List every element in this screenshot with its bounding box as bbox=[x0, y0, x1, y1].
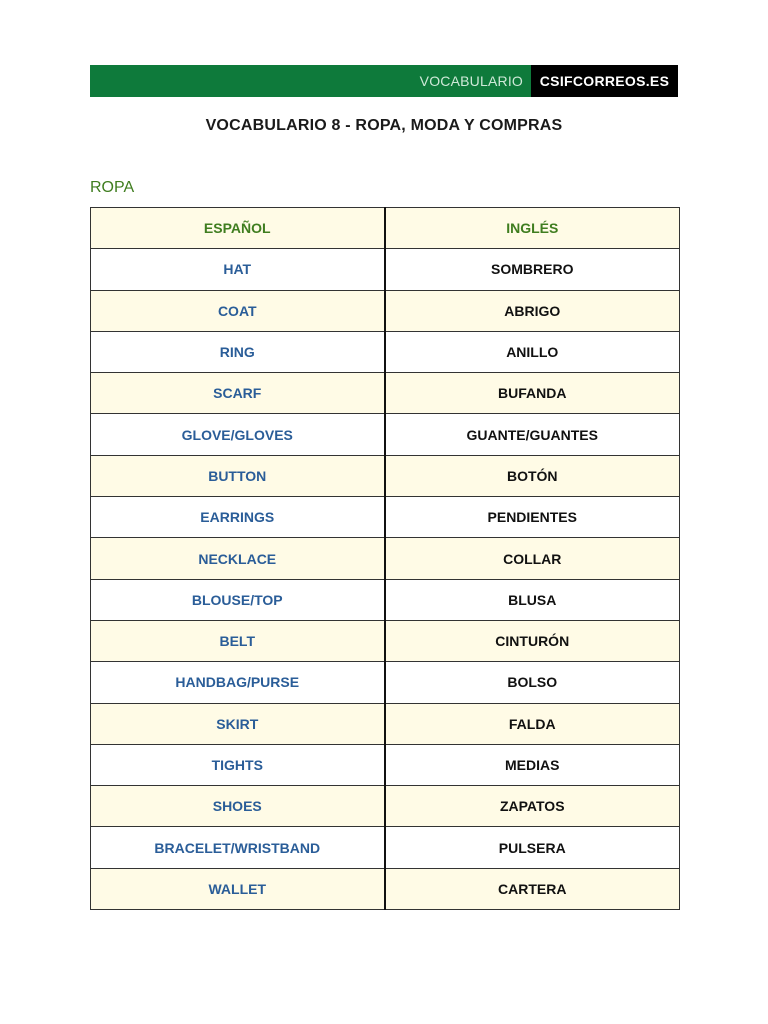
term-spanish-column: BELT bbox=[91, 620, 385, 661]
term-spanish-column: EARRINGS bbox=[91, 497, 385, 538]
term-spanish-column: TIGHTS bbox=[91, 744, 385, 785]
term-spanish-column: SCARF bbox=[91, 373, 385, 414]
term-english-column: BLUSA bbox=[385, 579, 680, 620]
header-bar bbox=[90, 65, 678, 97]
term-spanish-column: RING bbox=[91, 331, 385, 372]
term-english-column: PULSERA bbox=[385, 827, 680, 868]
column-header-ingles: INGLÉS bbox=[385, 208, 680, 249]
term-spanish-column: WALLET bbox=[91, 868, 385, 909]
table-row bbox=[91, 290, 680, 331]
table-row bbox=[91, 744, 680, 785]
header-brand[interactable]: CSIFCORREOS.ES bbox=[531, 65, 678, 97]
table-row bbox=[91, 662, 680, 703]
page-title: VOCABULARIO 8 - ROPA, MODA Y COMPRAS bbox=[205, 117, 563, 134]
table-header-row bbox=[91, 208, 680, 249]
term-english-column: MEDIAS bbox=[385, 744, 680, 785]
term-english-column: BOLSO bbox=[385, 662, 680, 703]
table-row bbox=[91, 331, 680, 372]
term-spanish-column: NECKLACE bbox=[91, 538, 385, 579]
header-section-label: VOCABULARIO bbox=[419, 73, 523, 89]
section-heading: ROPA bbox=[90, 179, 135, 196]
term-spanish-column: COAT bbox=[91, 290, 385, 331]
table-row bbox=[91, 497, 680, 538]
table-row bbox=[91, 373, 680, 414]
table-row bbox=[91, 538, 680, 579]
term-spanish-column: HAT bbox=[91, 249, 385, 290]
term-spanish-column: HANDBAG/PURSE bbox=[91, 662, 385, 703]
term-english-column: GUANTE/GUANTES bbox=[385, 414, 680, 455]
table-row bbox=[91, 703, 680, 744]
table-row bbox=[91, 249, 680, 290]
term-english-column: SOMBRERO bbox=[385, 249, 680, 290]
table-row bbox=[91, 579, 680, 620]
table-row bbox=[91, 868, 680, 909]
term-english-column: ZAPATOS bbox=[385, 786, 680, 827]
term-english-column: FALDA bbox=[385, 703, 680, 744]
term-english-column: CINTURÓN bbox=[385, 620, 680, 661]
term-spanish-column: BRACELET/WRISTBAND bbox=[91, 827, 385, 868]
term-spanish-column: GLOVE/GLOVES bbox=[91, 414, 385, 455]
term-spanish-column: SHOES bbox=[91, 786, 385, 827]
vocabulary-table bbox=[90, 207, 680, 910]
table-row bbox=[91, 455, 680, 496]
term-english-column: COLLAR bbox=[385, 538, 680, 579]
term-spanish-column: SKIRT bbox=[91, 703, 385, 744]
table-row bbox=[91, 620, 680, 661]
column-header-espanol: ESPAÑOL bbox=[91, 208, 385, 249]
table-row bbox=[91, 414, 680, 455]
term-english-column: BUFANDA bbox=[385, 373, 680, 414]
table-row bbox=[91, 827, 680, 868]
term-english-column: CARTERA bbox=[385, 868, 680, 909]
term-english-column: PENDIENTES bbox=[385, 497, 680, 538]
term-spanish-column: BUTTON bbox=[91, 455, 385, 496]
term-spanish-column: BLOUSE/TOP bbox=[91, 579, 385, 620]
table-row bbox=[91, 786, 680, 827]
term-english-column: ANILLO bbox=[385, 331, 680, 372]
term-english-column: ABRIGO bbox=[385, 290, 680, 331]
term-english-column: BOTÓN bbox=[385, 455, 680, 496]
